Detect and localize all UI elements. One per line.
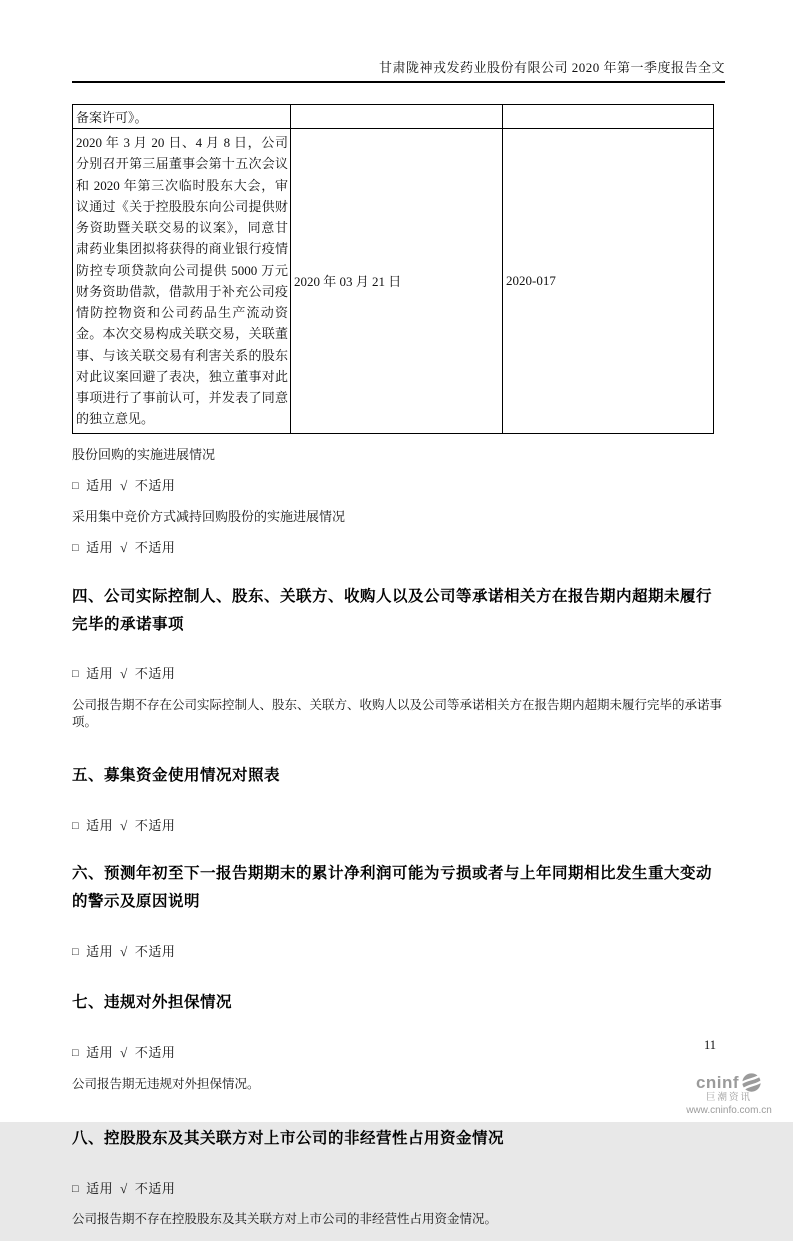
centralized-repurchase-title: 采用集中竞价方式减持回购股份的实施进展情况	[72, 509, 346, 525]
checkbox-unchecked-icon: □	[72, 945, 80, 958]
applicable-label: 适用	[86, 666, 114, 682]
applicability-line	[72, 1180, 725, 1198]
table-cell-ref: 2020-017	[503, 129, 714, 434]
section-heading-7: 七、违规对外担保情况	[72, 994, 233, 1012]
check-icon: √	[120, 666, 128, 682]
check-icon: √	[120, 817, 128, 833]
section-heading-8: 八、控股股东及其关联方对上市公司的非经营性占用资金情况	[72, 1130, 505, 1148]
applicability-line	[72, 817, 725, 835]
applicable-label: 适用	[86, 540, 114, 556]
applicable-label: 适用	[86, 1180, 114, 1196]
running-header	[72, 0, 725, 83]
page-content	[72, 0, 725, 1241]
applicability-line	[72, 477, 725, 495]
cninfo-logo	[669, 1072, 789, 1116]
table-cell-event: 备案许可》。	[73, 105, 291, 129]
checkbox-unchecked-icon: □	[72, 1047, 80, 1060]
related-transactions-table	[72, 104, 714, 434]
check-icon: √	[120, 1180, 128, 1196]
not-applicable-label: 不适用	[134, 817, 176, 833]
page-number: 11	[704, 1038, 717, 1052]
table-cell-event: 2020 年 3 月 20 日、4 月 8 日，公司分别召开第三届董事会第十五次会议和 2020 年第三次临时股东大会，审议通过《关于控股股东向公司提供财务资助暨关联交易的议案》，同意甘肃药业集团拟将获得的商业银行疫情防控专项贷款向公司提供 5000 万元财务资助借款，借款用于补充公司疫情防控物资和公司药品生产流动资金。本次交易构成关联交易，关联董事、与该关联交易有利害关系的股东对此议案回避了表决，独立董事对此事项进行了事前认可，并发表了同意的独立意见。	[73, 129, 291, 434]
check-icon: √	[120, 1045, 128, 1061]
not-applicable-label: 不适用	[134, 666, 176, 682]
cninfo-logo-text: cninf	[695, 1072, 740, 1092]
not-applicable-label: 不适用	[134, 477, 176, 493]
applicable-label: 适用	[86, 477, 114, 493]
section-note-8: 公司报告期不存在控股股东及其关联方对上市公司的非经营性占用资金情况。	[72, 1212, 498, 1227]
checkbox-unchecked-icon: □	[72, 542, 80, 555]
applicable-label: 适用	[86, 817, 114, 833]
table-cell-ref	[503, 105, 714, 129]
not-applicable-label: 不适用	[134, 943, 176, 959]
checkbox-unchecked-icon: □	[72, 668, 80, 681]
not-applicable-label: 不适用	[134, 540, 176, 556]
check-icon: √	[120, 943, 128, 959]
section-heading-6: 六、预测年初至下一报告期期末的累计净利润可能为亏损或者与上年同期相比发生重大变动的警示及原因说明	[72, 865, 713, 910]
applicability-line	[72, 1044, 725, 1062]
cninfo-logo-caption: 巨潮资讯	[705, 1092, 752, 1103]
section-note-4: 公司报告期不存在公司实际控制人、股东、关联方、收购人以及公司等承诺相关方在报告期内超期未履行完毕的承诺事项。	[72, 697, 723, 730]
section-heading-5: 五、募集资金使用情况对照表	[72, 766, 281, 784]
checkbox-unchecked-icon: □	[72, 1182, 80, 1195]
applicable-label: 适用	[86, 1045, 114, 1061]
not-applicable-label: 不适用	[134, 1045, 176, 1061]
section-heading-4: 四、公司实际控制人、股东、关联方、收购人以及公司等承诺相关方在报告期内超期未履行完毕的承诺事项	[72, 587, 713, 633]
repurchase-progress-title: 股份回购的实施进展情况	[72, 446, 216, 462]
checkbox-unchecked-icon: □	[72, 479, 80, 492]
report-title: 甘肃陇神戎发药业股份有限公司 2020 年第一季度报告全文	[378, 60, 725, 75]
check-icon: √	[120, 540, 128, 556]
checkbox-unchecked-icon: □	[72, 819, 80, 832]
cninfo-swirl-icon	[741, 1072, 762, 1093]
cninfo-logo-site: www.cninfo.com.cn	[686, 1104, 772, 1116]
applicability-line	[72, 539, 725, 557]
check-icon: √	[120, 477, 128, 493]
applicability-line	[72, 943, 725, 961]
section-note-7: 公司报告期无违规对外担保情况。	[72, 1076, 260, 1091]
table-row	[73, 129, 714, 434]
cninfo-logo-row	[669, 1072, 789, 1093]
applicable-label: 适用	[86, 943, 114, 959]
table-cell-date: 2020 年 03 月 21 日	[291, 129, 503, 434]
applicability-line	[72, 665, 725, 683]
not-applicable-label: 不适用	[134, 1180, 176, 1196]
table-cell-date	[291, 105, 503, 129]
table-row	[73, 105, 714, 129]
